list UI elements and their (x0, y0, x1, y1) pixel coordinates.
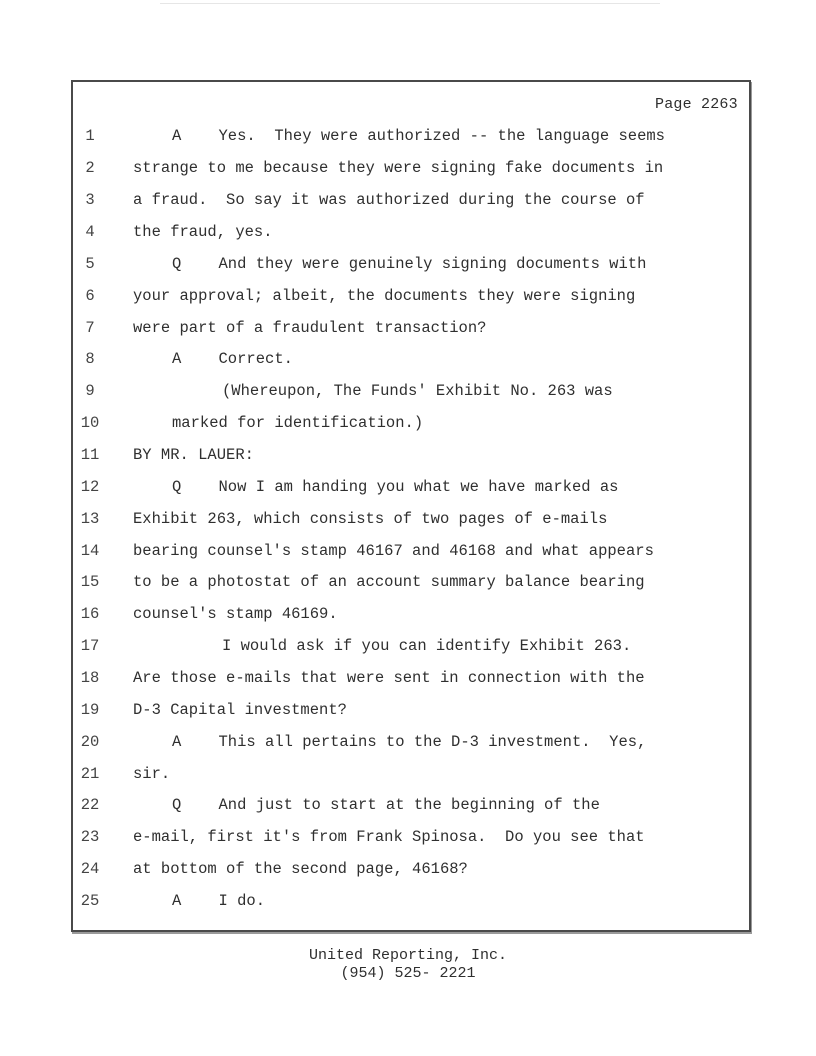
page-number: Page 2263 (655, 96, 738, 113)
line-number: 7 (85, 319, 95, 337)
line-text: a fraud. So say it was authorized during the course of (133, 191, 645, 209)
transcript-line (0, 413, 816, 445)
line-number: 24 (80, 860, 100, 878)
reporter-phone: (954) 525- 2221 (340, 965, 476, 982)
line-text: to be a photostat of an account summary balance bearing (133, 573, 645, 591)
transcript-line (0, 445, 816, 477)
line-text: your approval; albeit, the documents they were signing (133, 287, 636, 305)
line-text: Are those e-mails that were sent in connection with the (133, 669, 645, 687)
transcript-line (0, 636, 816, 668)
transcript-line (0, 764, 816, 796)
line-number: 8 (85, 350, 95, 368)
transcript-line (0, 732, 816, 764)
transcript-line (0, 541, 816, 573)
line-text: A Yes. They were authorized -- the language seems (172, 127, 665, 145)
line-number: 10 (80, 414, 100, 432)
line-text: Q And they were genuinely signing documents with (172, 255, 647, 273)
line-text: BY MR. LAUER: (133, 446, 254, 464)
line-text: A I do. (172, 892, 266, 910)
line-text: counsel's stamp 46169. (133, 605, 338, 623)
line-text: Exhibit 263, which consists of two pages of e-mails (133, 510, 608, 528)
line-text: strange to me because they were signing fake documents in (133, 159, 664, 177)
line-text: bearing counsel's stamp 46167 and 46168 and what appears (133, 542, 654, 560)
line-number: 17 (80, 637, 100, 655)
line-text: A Correct. (172, 350, 293, 368)
transcript-line (0, 700, 816, 732)
transcript-line (0, 604, 816, 636)
line-number: 18 (80, 669, 100, 687)
line-number: 11 (80, 446, 100, 464)
line-number: 6 (85, 287, 95, 305)
transcript-line (0, 158, 816, 190)
transcript-line (0, 222, 816, 254)
line-number: 20 (80, 733, 100, 751)
line-number: 9 (85, 382, 95, 400)
line-text: sir. (133, 765, 171, 783)
line-text: the fraud, yes. (133, 223, 273, 241)
transcript-line (0, 477, 816, 509)
transcript-line (0, 668, 816, 700)
line-number: 22 (80, 796, 100, 814)
transcript-line (0, 190, 816, 222)
transcript-line (0, 572, 816, 604)
transcript-line (0, 381, 816, 413)
line-text: e-mail, first it's from Frank Spinosa. Do you see that (133, 828, 645, 846)
transcript-line (0, 318, 816, 350)
line-number: 3 (85, 191, 95, 209)
transcript-line (0, 827, 816, 859)
line-text: Q Now I am handing you what we have marked as (172, 478, 619, 496)
line-number: 1 (85, 127, 95, 145)
line-number: 19 (80, 701, 100, 719)
transcript-line (0, 126, 816, 158)
line-number: 21 (80, 765, 100, 783)
transcript-line (0, 891, 816, 923)
line-number: 4 (85, 223, 95, 241)
transcript-line (0, 509, 816, 541)
transcript-line (0, 254, 816, 286)
line-text: at bottom of the second page, 46168? (133, 860, 468, 878)
transcript-line (0, 286, 816, 318)
line-number: 2 (85, 159, 95, 177)
line-text: A This all pertains to the D-3 investment. Yes, (172, 733, 647, 751)
reporter-company: United Reporting, Inc. (308, 947, 508, 964)
line-number: 14 (80, 542, 100, 560)
line-number: 12 (80, 478, 100, 496)
scan-artifact-line (160, 3, 660, 4)
line-number: 23 (80, 828, 100, 846)
line-text: were part of a fraudulent transaction? (133, 319, 487, 337)
line-text: Q And just to start at the beginning of the (172, 796, 600, 814)
line-number: 5 (85, 255, 95, 273)
line-number: 13 (80, 510, 100, 528)
line-number: 16 (80, 605, 100, 623)
line-number: 15 (80, 573, 100, 591)
transcript-line (0, 349, 816, 381)
transcript-line (0, 859, 816, 891)
transcript-line (0, 795, 816, 827)
line-text: I would ask if you can identify Exhibit 263. (222, 637, 632, 655)
line-text: D-3 Capital investment? (133, 701, 347, 719)
line-number: 25 (80, 892, 100, 910)
line-text: marked for identification.) (172, 414, 424, 432)
line-text: (Whereupon, The Funds' Exhibit No. 263 was (222, 382, 613, 400)
